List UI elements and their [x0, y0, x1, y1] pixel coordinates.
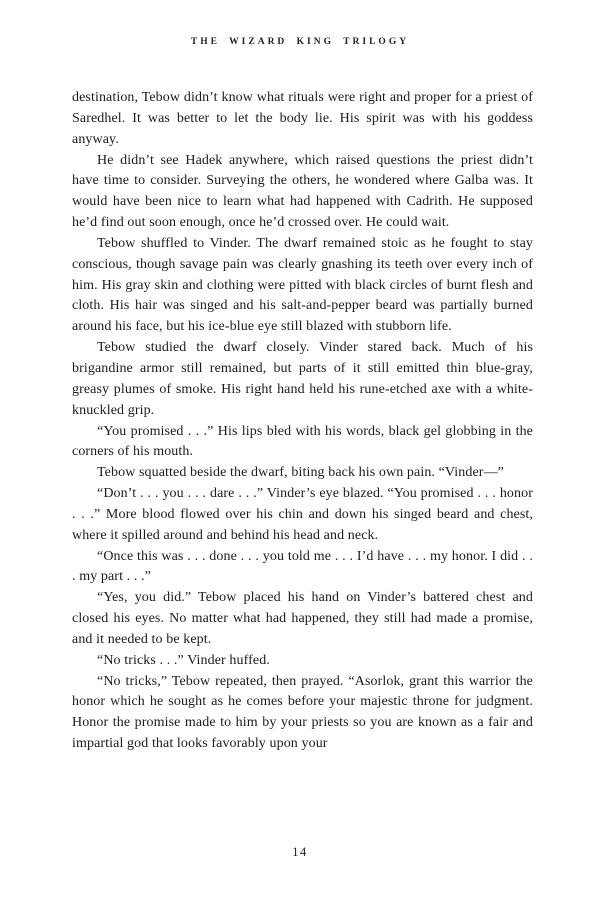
paragraph: “No tricks,” Tebow repeated, then prayed. “Asorlok, grant this warrior the honor which he sought as he comes before your majestic throne for judgment. Honor the promise made to him by your priests so you are known as a fair and impartial god that looks favorably upon your — [72, 673, 533, 752]
paragraph: He didn’t see Hadek anywhere, which raised questions the priest didn’t have time to consider. Surveying the others, he wondered where Galba was. It would have been nice to learn what had happened with Cadrith. He supposed he’d find out soon enough, once he’d crossed over. He could wait. — [72, 152, 533, 231]
running-header: THE WIZARD KING TRILOGY — [190, 37, 410, 47]
paragraph: “Yes, you did.” Tebow placed his hand on Vinder’s battered chest and closed his eyes. No matter what had happened, they still had made a promise, and it needed to be kept. — [72, 590, 533, 647]
page-number: 14 — [292, 845, 308, 859]
paragraph: “No tricks . . .” Vinder huffed. — [97, 652, 270, 668]
paragraph: “Once this was . . . done . . . you told me . . . I’d have . . . my honor. I did . . . my part . . .” — [72, 548, 533, 585]
paragraph: Tebow shuffled to Vinder. The dwarf remained stoic as he fought to stay conscious, though savage pain was clearly gnashing its teeth over every inch of him. His gray skin and clothing were pitted with black circles of burnt flesh and cloth. His hair was singed and his salt-and-pepper beard was partially burned around his face, but his ice-blue eye still blazed with stubborn life. — [72, 235, 533, 335]
paragraph: destination, Tebow didn’t know what rituals were right and proper for a priest of Saredhel. It was better to let the body lie. His spirit was with his goddess anyway. — [72, 90, 533, 147]
paragraph: “You promised . . .” His lips bled with his words, black gel globbing in the corners of his mouth. — [72, 423, 533, 460]
body-text — [72, 88, 533, 755]
paragraph: “Don’t . . . you . . . dare . . .” Vinder’s eye blazed. “You promised . . . honor . . .” More blood flowed over his chin and down his singed beard and chest, where it spilled around and behind his head and neck. — [72, 486, 533, 543]
paragraph: Tebow studied the dwarf closely. Vinder stared back. Much of his brigandine armor still remained, but parts of it still emitted thin blue-gray, greasy plumes of smoke. His right hand held his rune-etched axe with a white-knuckled grip. — [72, 340, 533, 418]
paragraph: Tebow squatted beside the dwarf, biting back his own pain. “Vinder—” — [97, 465, 504, 481]
